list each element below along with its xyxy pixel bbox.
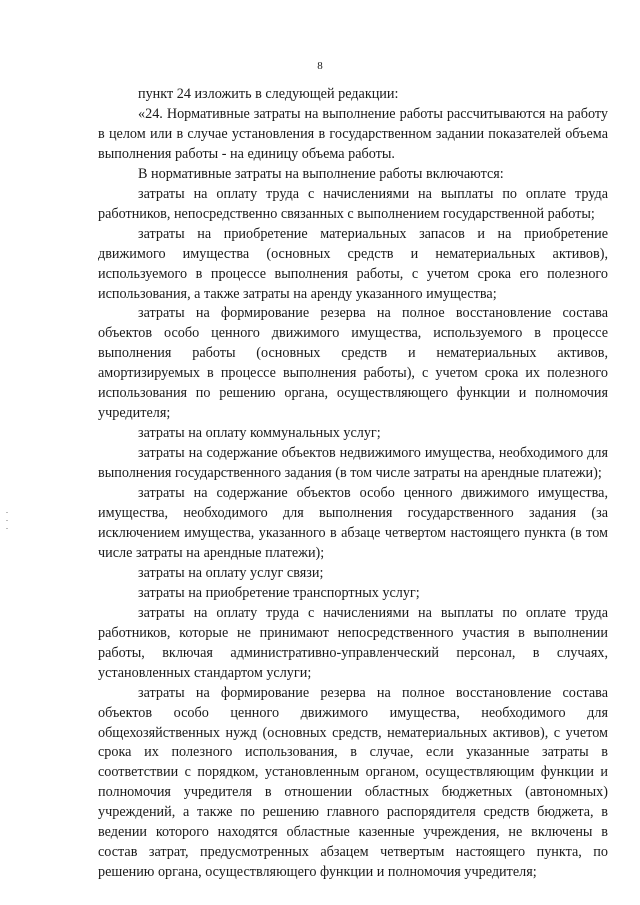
paragraph: затраты на оплату услуг связи; [138,564,324,581]
paragraph: пункт 24 изложить в следующей редакции: [138,86,399,102]
document-body [98,85,608,883]
paragraph: «24. Нормативные затраты на выполнение работы рассчитываются на работу в целом или в случае установления в государственном задании показателей объема выполнения работы - на единицу объема работы. [98,105,608,162]
paragraph: затраты на оплату труда с начислениями на выплаты по оплате труда работников, непосредственно связанных с выполнением государственной работы; [98,185,608,222]
paragraph: затраты на оплату коммунальных услуг; [138,425,381,442]
scan-mark [6,512,8,513]
page-number: 8 [317,60,323,72]
paragraph: затраты на содержание объектов особо ценного движимого имущества, имущества, необходимого для выполнения государственного задания (за исключением имущества, указанного в абзаце четвертом настоящего пункта (в том числе затраты на арендные платежи); [98,485,608,561]
paragraph: затраты на формирование резерва на полное восстановление состава объектов особо ценного движимого имущества, необходимого для общехозяйственных нужд (основных средств, нематериальных активов), с учетом срока их полезного использования, в случае, если указанные затраты в соответствии с порядком, установленным органом, осуществляющим функции и полномочия учредителя в отношении областных бюджетных (автономных) учреждений, а также по решению главного распорядителя средств бюджета, в ведении которого находятся областные казенные учреждения, не включены в состав затрат, предусмотренных абзацем четвертым настоящего пункта, по решению органа, осуществляющего функции и полномочия учредителя; [98,684,608,881]
paragraph: затраты на приобретение материальных запасов и на приобретение движимого имущества (основных средств и нематериальных активов), используемого в процессе выполнения работы, с учетом срока его полезного использования, а также затраты на аренду указанного имущества; [98,225,608,302]
paragraph: затраты на формирование резерва на полное восстановление состава объектов особо ценного движимого имущества, используемого в процессе выполнения работы (основных средств и нематериальных активов, амортизируемых в процессе выполнения работы), с учетом срока их полезного использования по решению органа, осуществляющего функции и полномочия учредителя; [98,305,608,422]
scan-mark [6,528,8,529]
paragraph: В нормативные затраты на выполнение работы включаются: [138,165,504,182]
paragraph: затраты на содержание объектов недвижимого имущества, необходимого для выполнения государственного задания (в том числе затраты на арендные платежи); [98,445,608,482]
paragraph: затраты на приобретение транспортных услуг; [138,584,420,601]
scan-mark [6,520,8,521]
paragraph: затраты на оплату труда с начислениями на выплаты по оплате труда работников, которые не принимают непосредственного участия в выполнении работы, включая административно-управленческий персонал, в случаях, установленных стандартом услуги; [98,604,608,681]
